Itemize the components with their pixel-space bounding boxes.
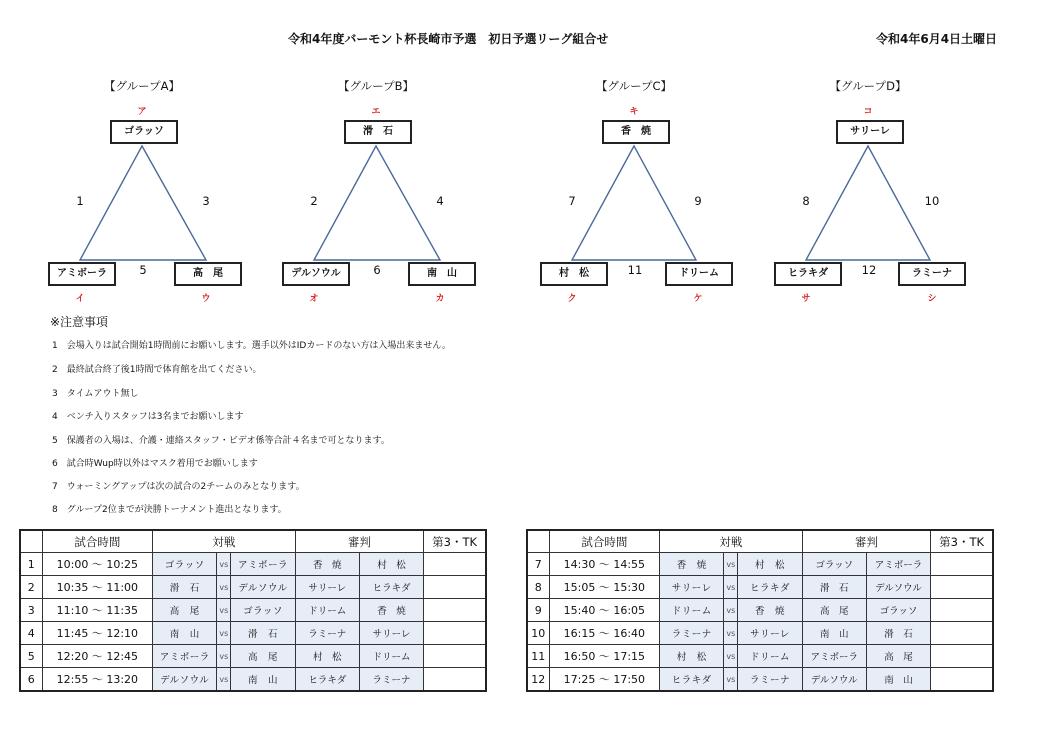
home-team: アミボーラ [153,645,217,668]
table-row [527,645,993,668]
match-time: 12:20 ～ 12:45 [42,645,152,668]
table-row [527,576,993,599]
group-d-right-kana: シ [927,294,937,304]
referee-2: ヒラキダ [359,576,423,599]
home-team: 香 焼 [660,553,724,576]
tk-cell [424,599,486,622]
table-row [20,645,486,668]
tk-cell [931,553,993,576]
group-triangles [0,0,1052,300]
schedule-table-left [19,529,487,692]
referee-2: サリーレ [359,622,423,645]
referee-1: 南 山 [802,622,866,645]
home-team: ラミーナ [660,622,724,645]
referee-2: 村 松 [359,553,423,576]
away-team: サリーレ [738,622,802,645]
tk-cell [424,645,486,668]
group-d-top-kana: コ [863,107,873,117]
match-no: 8 [527,576,549,599]
group-a-left-team: アミボーラ [48,262,116,286]
header-match: 対戦 [153,530,296,553]
tk-cell [424,622,486,645]
triangle-group-a [80,146,206,260]
group-a-right-match-no: 3 [202,194,210,208]
document-title: 令和4年度バーモント杯長崎市予選 初日予選リーグ組合せ [288,32,609,46]
vs-label: vs [724,645,738,668]
group-b-bottom-match-no: 6 [373,263,381,277]
group-d-bottom-match-no: 12 [861,263,877,277]
group-d-label: 【グループD】 [829,79,907,93]
referee-1: 村 松 [295,645,359,668]
table-row [20,622,486,645]
group-c-top-team: 香 焼 [602,120,670,144]
referee-1: ゴラッソ [802,553,866,576]
referee-1: 香 焼 [295,553,359,576]
referee-1: ヒラキダ [295,668,359,692]
vs-label: vs [724,576,738,599]
group-b-left-kana: オ [309,294,319,304]
match-no: 3 [20,599,42,622]
match-no: 1 [20,553,42,576]
group-b-right-team: 南 山 [408,262,476,286]
group-a-label: 【グループA】 [104,79,180,93]
away-team: 村 松 [738,553,802,576]
group-d-left-kana: サ [801,294,811,304]
header-match: 対戦 [660,530,803,553]
home-team: 南 山 [153,622,217,645]
away-team: 滑 石 [231,622,295,645]
match-time: 15:40 ～ 16:05 [549,599,659,622]
note-item: 3 タイムアウト無し [52,389,139,399]
table-row [527,668,993,692]
tk-cell [931,668,993,692]
match-no: 11 [527,645,549,668]
group-d-top-team: サリーレ [836,120,904,144]
notes-heading: ※注意事項 [50,315,109,329]
referee-2: 香 焼 [359,599,423,622]
home-team: ドリーム [660,599,724,622]
referee-1: 高 尾 [802,599,866,622]
table-row [20,576,486,599]
group-c-bottom-match-no: 11 [627,263,643,277]
vs-label: vs [724,622,738,645]
referee-2: ゴラッソ [866,599,930,622]
vs-label: vs [724,553,738,576]
triangle-group-b [314,146,440,260]
vs-label: vs [217,668,231,692]
group-b-top-team: 滑 石 [344,120,412,144]
match-no: 9 [527,599,549,622]
table-row [527,599,993,622]
header-tk: 第3・TK [931,530,993,553]
group-b-left-team: デルソウル [282,262,350,286]
group-b-left-match-no: 2 [310,194,318,208]
home-team: ヒラキダ [660,668,724,692]
referee-2: ラミーナ [359,668,423,692]
group-c-right-team: ドリーム [665,262,733,286]
group-a-right-team: 高 尾 [174,262,242,286]
match-time: 10:00 ～ 10:25 [42,553,152,576]
note-item: 1 会場入りは試合開始1時間前にお願いします。選手以外はIDカードのない方は入場出来ません。 [52,341,451,351]
note-item: 5 保護者の入場は、介護・連絡スタッフ・ビデオ係等合計４名まで可となります。 [52,436,390,446]
tk-cell [424,576,486,599]
referee-1: ラミーナ [295,622,359,645]
group-c-right-kana: ケ [693,294,703,304]
away-team: ドリーム [738,645,802,668]
group-a-top-team: ゴラッソ [110,120,178,144]
match-no: 5 [20,645,42,668]
away-team: 香 焼 [738,599,802,622]
triangle-group-c [572,146,696,260]
home-team: ゴラッソ [153,553,217,576]
match-time: 14:30 ～ 14:55 [549,553,659,576]
group-a-bottom-match-no: 5 [139,263,147,277]
vs-label: vs [217,553,231,576]
table-row [20,553,486,576]
vs-label: vs [217,645,231,668]
note-item: 8 グループ2位までが決勝トーナメント進出となります。 [52,505,287,515]
table-row [20,668,486,692]
home-team: 高 尾 [153,599,217,622]
match-time: 16:15 ～ 16:40 [549,622,659,645]
group-b-right-kana: カ [435,294,445,304]
header-no-cell [527,530,549,553]
match-time: 11:10 ～ 11:35 [42,599,152,622]
header-no-cell [20,530,42,553]
away-team: 高 尾 [231,645,295,668]
table-row [527,553,993,576]
tk-cell [931,599,993,622]
group-c-label: 【グループC】 [595,79,673,93]
vs-label: vs [217,576,231,599]
vs-label: vs [217,599,231,622]
home-team: サリーレ [660,576,724,599]
away-team: 南 山 [231,668,295,692]
document-date: 令和4年6月4日土曜日 [876,32,998,46]
vs-label: vs [217,622,231,645]
referee-1: デルソウル [802,668,866,692]
group-b-label: 【グループB】 [338,79,414,93]
referee-1: アミボーラ [802,645,866,668]
match-time: 10:35 ～ 11:00 [42,576,152,599]
group-a-left-kana: イ [75,294,85,304]
tk-cell [424,668,486,692]
group-d-right-match-no: 10 [924,194,940,208]
match-time: 17:25 ～ 17:50 [549,668,659,692]
away-team: ラミーナ [738,668,802,692]
table-header-row [527,530,993,553]
referee-2: ドリーム [359,645,423,668]
match-no: 10 [527,622,549,645]
match-time: 15:05 ～ 15:30 [549,576,659,599]
match-no: 4 [20,622,42,645]
home-team: 村 松 [660,645,724,668]
group-a-right-kana: ウ [201,294,211,304]
group-c-top-kana: キ [629,107,639,117]
away-team: ゴラッソ [231,599,295,622]
home-team: 滑 石 [153,576,217,599]
note-item: 4 ベンチ入りスタッフは3名までお願いします [52,412,244,422]
group-b-top-kana: エ [371,107,381,117]
header-time: 試合時間 [42,530,152,553]
group-a-left-match-no: 1 [76,194,84,208]
group-d-left-match-no: 8 [802,194,810,208]
away-team: デルソウル [231,576,295,599]
tk-cell [931,576,993,599]
schedule-table-right [526,529,994,692]
header-tk: 第3・TK [424,530,486,553]
referee-2: デルソウル [866,576,930,599]
referee-2: 高 尾 [866,645,930,668]
table-row [20,599,486,622]
group-b-right-match-no: 4 [436,194,444,208]
header-referee: 審判 [295,530,424,553]
tk-cell [931,622,993,645]
group-d-right-team: ラミーナ [898,262,966,286]
vs-label: vs [724,599,738,622]
referee-2: アミボーラ [866,553,930,576]
triangle-group-d [806,146,930,260]
referee-1: サリーレ [295,576,359,599]
group-c-right-match-no: 9 [694,194,702,208]
referee-2: 滑 石 [866,622,930,645]
note-item: 7 ウォーミングアップは次の試合の2チームのみとなります。 [52,482,305,492]
match-no: 7 [527,553,549,576]
referee-1: 滑 石 [802,576,866,599]
referee-2: 南 山 [866,668,930,692]
referee-1: ドリーム [295,599,359,622]
match-no: 2 [20,576,42,599]
note-item: 2 最終試合終了後1時間で体育館を出てください。 [52,365,262,375]
group-d-left-team: ヒラキダ [774,262,842,286]
table-header-row [20,530,486,553]
group-c-left-kana: ク [567,294,577,304]
tk-cell [931,645,993,668]
away-team: ヒラキダ [738,576,802,599]
group-c-left-team: 村 松 [540,262,608,286]
note-item: 6 試合時Wup時以外はマスク着用でお願いします [52,459,258,469]
away-team: アミボーラ [231,553,295,576]
match-time: 11:45 ～ 12:10 [42,622,152,645]
home-team: デルソウル [153,668,217,692]
match-no: 6 [20,668,42,692]
group-a-top-kana: ア [137,107,147,117]
match-time: 12:55 ～ 13:20 [42,668,152,692]
header-time: 試合時間 [549,530,659,553]
table-row [527,622,993,645]
header-referee: 審判 [802,530,931,553]
match-time: 16:50 ～ 17:15 [549,645,659,668]
match-no: 12 [527,668,549,692]
vs-label: vs [724,668,738,692]
group-c-left-match-no: 7 [568,194,576,208]
tk-cell [424,553,486,576]
